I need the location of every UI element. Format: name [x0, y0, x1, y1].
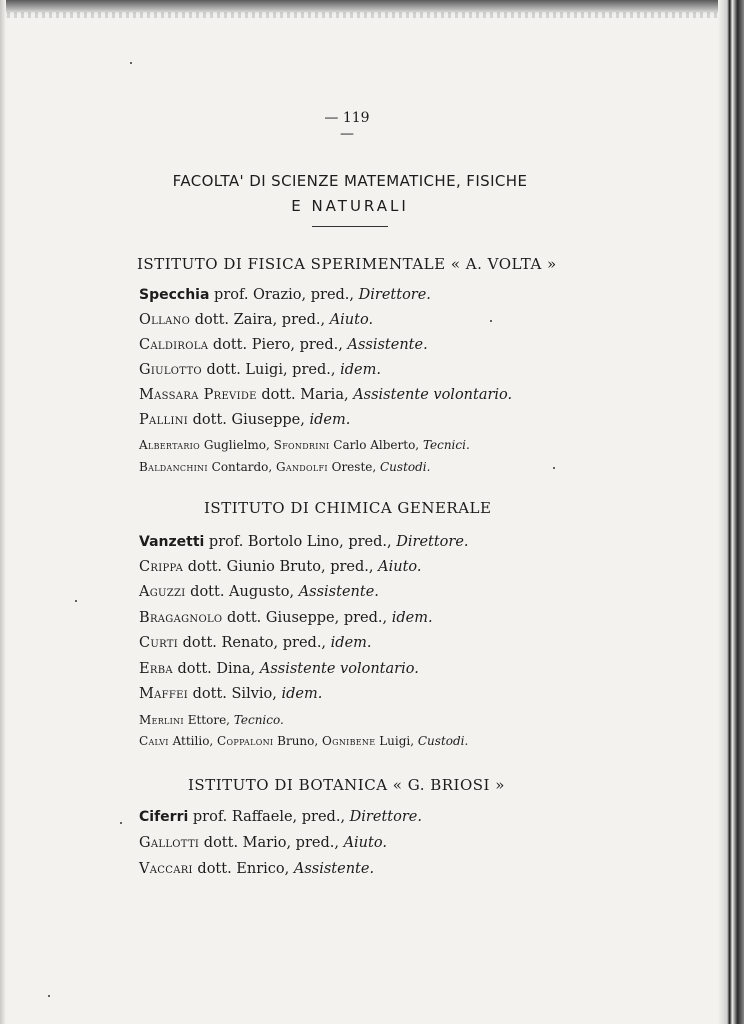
entry-detail: Guglielmo, — [200, 438, 274, 452]
entry-name-2: Sfondrini — [273, 438, 330, 452]
entry-detail: Attilio, — [168, 734, 218, 748]
entry-role: Aiuto. — [343, 835, 387, 851]
entry-name: Merlini — [139, 713, 184, 727]
entry-role: Direttore. — [349, 809, 422, 825]
dust-speck — [130, 62, 132, 64]
entry-merlini — [139, 713, 284, 727]
entry-name: Giulotto — [139, 362, 202, 378]
entry-vaccari — [139, 861, 374, 877]
dust-speck — [48, 995, 50, 997]
scan-shadow-left — [0, 0, 6, 1024]
entry-gallotti — [139, 835, 387, 851]
entry-maffei — [139, 686, 322, 702]
entry-detail-3: Luigi, — [375, 734, 418, 748]
entry-detail: dott. Luigi, pred., — [201, 362, 341, 378]
entry-name-2: Gandolfi — [276, 460, 328, 474]
entry-detail: dott. Giuseppe, — [188, 412, 310, 428]
entry-aguzzi — [139, 584, 379, 600]
entry-detail: prof. Bortolo Lino, pred., — [204, 534, 397, 550]
entry-role: idem. — [391, 610, 433, 626]
entry-role: idem. — [330, 635, 372, 651]
dust-speck — [553, 467, 555, 469]
entry-role: idem. — [281, 686, 323, 702]
entry-role: Assistente. — [298, 584, 379, 600]
entry-name: Vanzetti — [139, 534, 205, 550]
dust-speck — [490, 320, 492, 322]
entry-role: Custodi. — [417, 734, 469, 748]
entry-name: Albertario — [139, 438, 200, 452]
entry-calvi-coppaloni-ognibene — [139, 734, 468, 748]
entry-name: Specchia — [139, 287, 210, 303]
entry-name: Curti — [139, 635, 178, 651]
dust-speck — [75, 600, 77, 602]
entry-name: Vaccari — [139, 861, 193, 877]
entry-name: Ollano — [139, 312, 191, 328]
entry-role: Assistente volontario. — [353, 387, 513, 403]
book-binding-edge — [718, 0, 744, 1024]
entry-role: Direttore. — [358, 287, 431, 303]
entry-detail: Contardo, — [207, 460, 277, 474]
entry-detail-2: Bruno, — [273, 734, 323, 748]
entry-name: Erba — [139, 661, 173, 677]
section-heading-fisica: ISTITUTO DI FISICA SPERIMENTALE « A. VOLTA » — [137, 255, 557, 273]
entry-role: Tecnici. — [422, 438, 470, 452]
entry-detail-2: Oreste, — [327, 460, 380, 474]
entry-name: Baldanchini — [139, 460, 208, 474]
entry-name: Massara Previde — [139, 387, 257, 403]
entry-role: idem. — [309, 412, 351, 428]
entry-detail-2: Carlo Alberto, — [329, 438, 423, 452]
entry-detail: dott. Dina, — [172, 661, 260, 677]
faculty-title-line2: E NATURALI — [291, 197, 409, 215]
entry-ollano — [139, 312, 373, 328]
entry-pallini — [139, 412, 350, 428]
entry-role: idem. — [340, 362, 381, 378]
entry-name: Maffei — [139, 686, 188, 702]
entry-ciferri — [139, 809, 422, 825]
entry-name-3: Ognibene — [322, 734, 376, 748]
entry-role: Assistente volontario. — [259, 661, 419, 677]
page-number: — 119 — — [324, 110, 370, 142]
dust-speck — [120, 822, 122, 824]
entry-role: Direttore. — [396, 534, 469, 550]
entry-detail: dott. Renato, pred., — [178, 635, 331, 651]
entry-detail: dott. Piero, pred., — [208, 337, 348, 353]
entry-role: Tecnico. — [233, 713, 284, 727]
entry-caldirola — [139, 337, 428, 353]
entry-curti — [139, 635, 372, 651]
scan-noise-top — [0, 12, 744, 18]
entry-detail: dott. Giuseppe, pred., — [222, 610, 392, 626]
faculty-title-line1: FACOLTA' DI SCIENZE MATEMATICHE, FISICHE — [172, 172, 528, 190]
entry-massara-previde — [139, 387, 512, 403]
entry-name: Ciferri — [139, 809, 189, 825]
entry-name-2: Coppaloni — [217, 734, 274, 748]
entry-detail: prof. Orazio, pred., — [209, 287, 359, 303]
entry-baldanchini-gandolfi — [139, 460, 430, 474]
entry-vanzetti — [139, 534, 469, 550]
entry-albertario-sfondrini — [139, 438, 470, 452]
entry-name: Caldirola — [139, 337, 209, 353]
entry-detail: dott. Silvio, — [188, 686, 282, 702]
entry-specchia — [139, 287, 431, 303]
entry-name: Crippa — [139, 559, 184, 575]
entry-erba — [139, 661, 419, 677]
entry-name: Calvi — [139, 734, 169, 748]
entry-role: Assistente. — [347, 337, 428, 353]
entry-detail: dott. Augusto, — [185, 584, 299, 600]
entry-role: Assistente. — [293, 861, 375, 877]
entry-giulotto — [139, 362, 381, 378]
entry-name: Aguzzi — [139, 584, 186, 600]
entry-detail: dott. Maria, — [256, 387, 354, 403]
entry-crippa — [139, 559, 421, 575]
section-heading-chimica: ISTITUTO DI CHIMICA GENERALE — [204, 499, 492, 517]
entry-detail: dott. Zaira, pred., — [190, 312, 330, 328]
entry-detail: dott. Giunio Bruto, pred., — [183, 559, 379, 575]
entry-name: Bragagnolo — [139, 610, 223, 626]
entry-detail: Ettore, — [183, 713, 234, 727]
entry-detail: dott. Mario, pred., — [199, 835, 344, 851]
title-underline — [312, 226, 388, 227]
section-heading-botanica: ISTITUTO DI BOTANICA « G. BRIOSI » — [188, 776, 505, 794]
entry-detail: dott. Enrico, — [192, 861, 294, 877]
entry-name: Gallotti — [139, 835, 200, 851]
entry-role: Aiuto. — [378, 559, 422, 575]
entry-role: Aiuto. — [329, 312, 374, 328]
entry-name: Pallini — [139, 412, 189, 428]
entry-bragagnolo — [139, 610, 433, 626]
entry-role: Custodi. — [380, 460, 431, 474]
entry-detail: prof. Raffaele, pred., — [188, 809, 350, 825]
